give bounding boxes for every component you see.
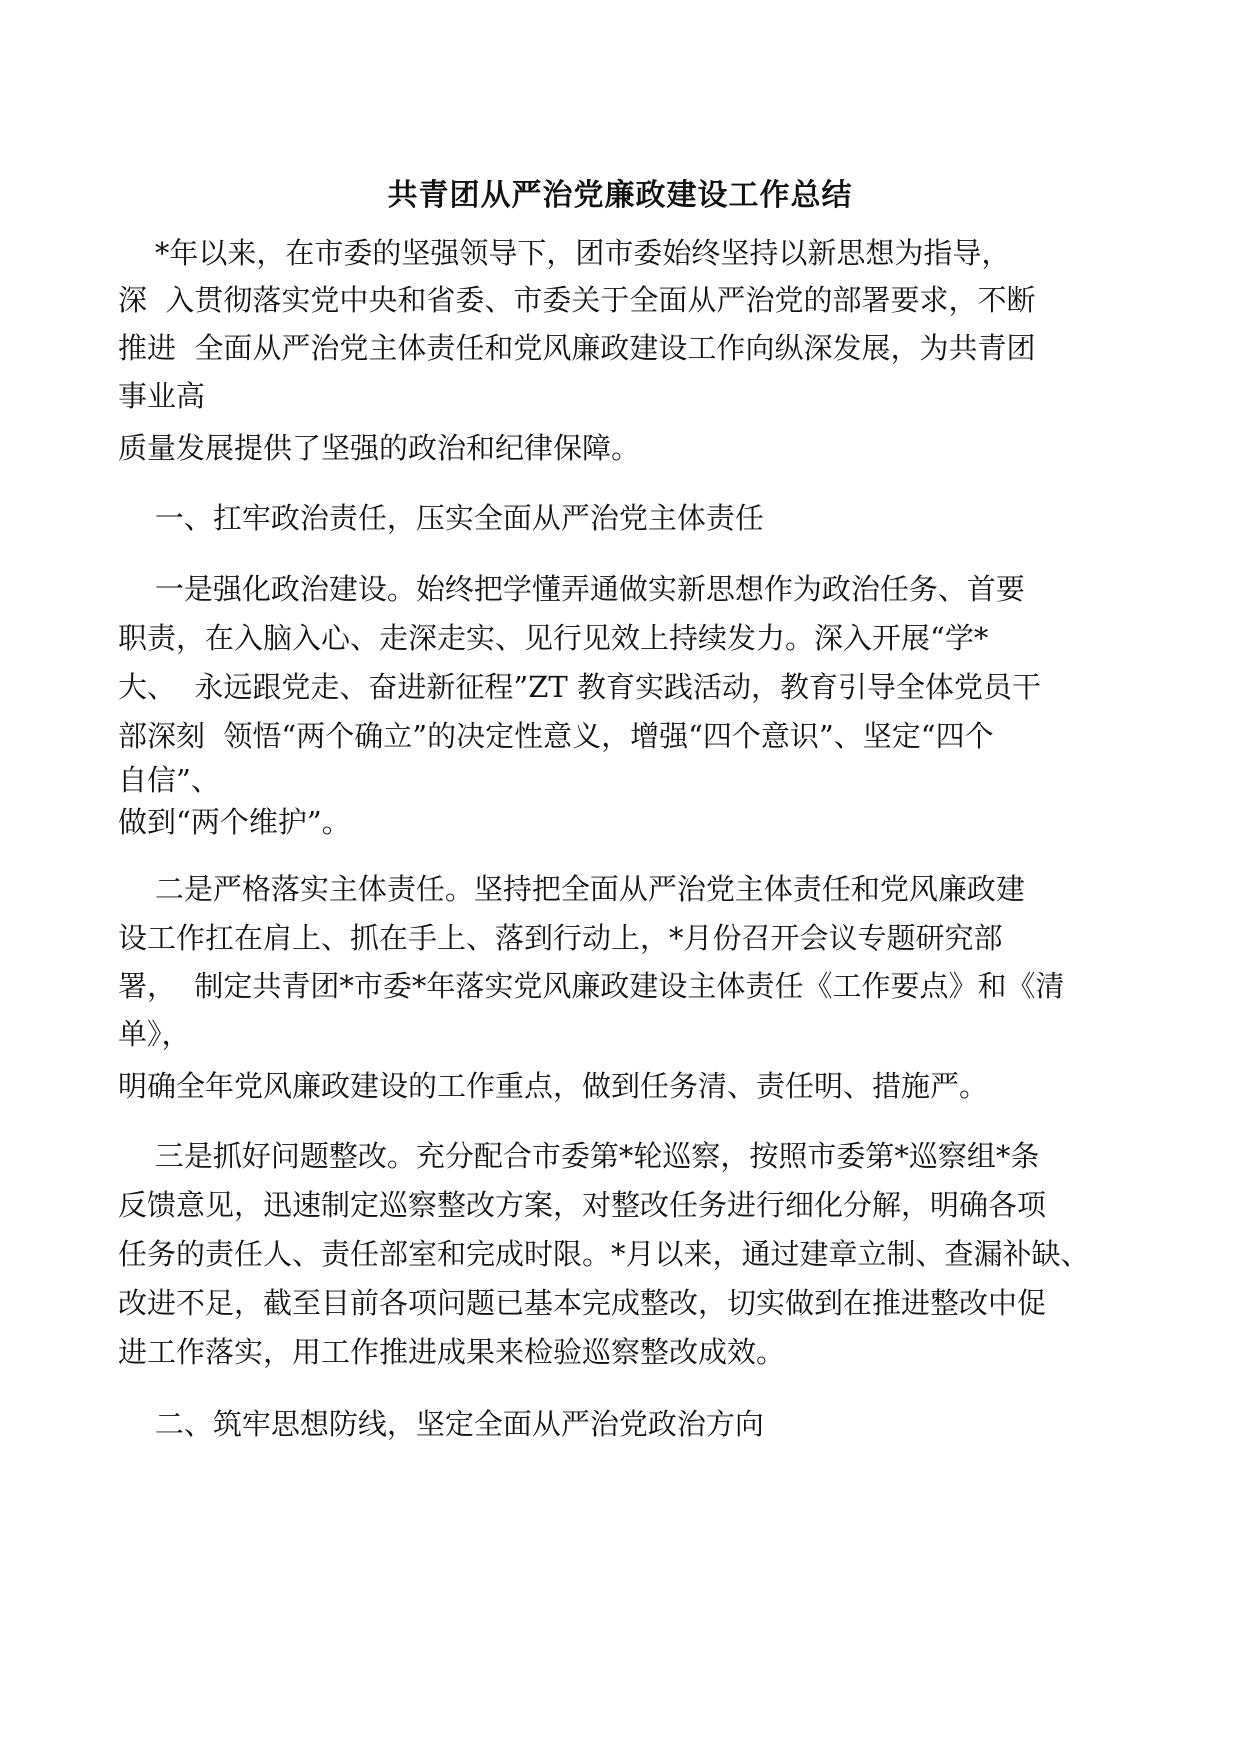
text-line: 三是抓好问题整改。充分配合市委第*轮巡察，按照市委第*巡察组*条: [118, 1139, 1040, 1173]
text-line: 质量发展提供了坚强的政治和纪律保障。: [118, 431, 641, 465]
text-line: 一是强化政治建设。始终把学懂弄通做实新思想作为政治任务、首要: [118, 572, 1025, 606]
section-heading: 一、扛牢政治责任，压实全面从严治党主体责任: [118, 501, 764, 535]
text-line: 大、 永远跟党走、奋进新征程”ZT 教育实践活动，教育引导全体党员干: [118, 670, 1041, 704]
text-line: 职责，在入脑入心、走深走实、见行见效上持续发力。深入开展“学*: [118, 621, 989, 655]
text-line: 单》，: [118, 1017, 191, 1051]
text-line: 明确全年党风廉政建设的工作重点，做到任务清、责任明、措施严。: [118, 1069, 989, 1103]
text-line: 任务的责任人、责任部室和完成时限。*月以来，通过建章立制、查漏补缺、: [118, 1237, 1090, 1271]
text-line: 二是严格落实主体责任。坚持把全面从严治党主体责任和党风廉政建: [118, 872, 1025, 906]
text-line: 改进不足，截至目前各项问题已基本完成整改，切实做到在推进整改中促: [118, 1286, 1047, 1320]
text-line: 反馈意见，迅速制定巡察整改方案，对整改任务进行细化分解，明确各项: [118, 1188, 1047, 1222]
text-line: 部深刻 领悟“两个确立”的决定性意义，增强“四个意识”、坚定“四个: [118, 719, 994, 753]
text-line: 推进 全面从严治党主体责任和党风廉政建设工作向纵深发展，为共青团: [118, 331, 1036, 365]
text-line: 自信”、: [118, 763, 220, 797]
document-title: 共青团从严治党廉政建设工作总结: [387, 178, 853, 213]
text-line: 深 入贯彻落实党中央和省委、市委关于全面从严治党的部署要求，不断: [118, 283, 1036, 317]
text-line: 做到“两个维护”。: [118, 805, 351, 839]
text-line: 事业高: [118, 379, 206, 413]
section-heading: 二、筑牢思想防线，坚定全面从严治党政治方向: [118, 1407, 764, 1441]
text-line: 进工作落实，用工作推进成果来检验巡察整改成效。: [118, 1335, 786, 1369]
text-line: 署， 制定共青团*市委*年落实党风廉政建设主体责任《工作要点》和《清: [118, 969, 1065, 1003]
text-line: *年以来，在市委的坚强领导下，团市委始终坚持以新思想为指导，: [118, 236, 1011, 270]
text-line: 设工作扛在肩上、抓在手上、落到行动上，*月份召开会议专题研究部: [118, 921, 1003, 955]
